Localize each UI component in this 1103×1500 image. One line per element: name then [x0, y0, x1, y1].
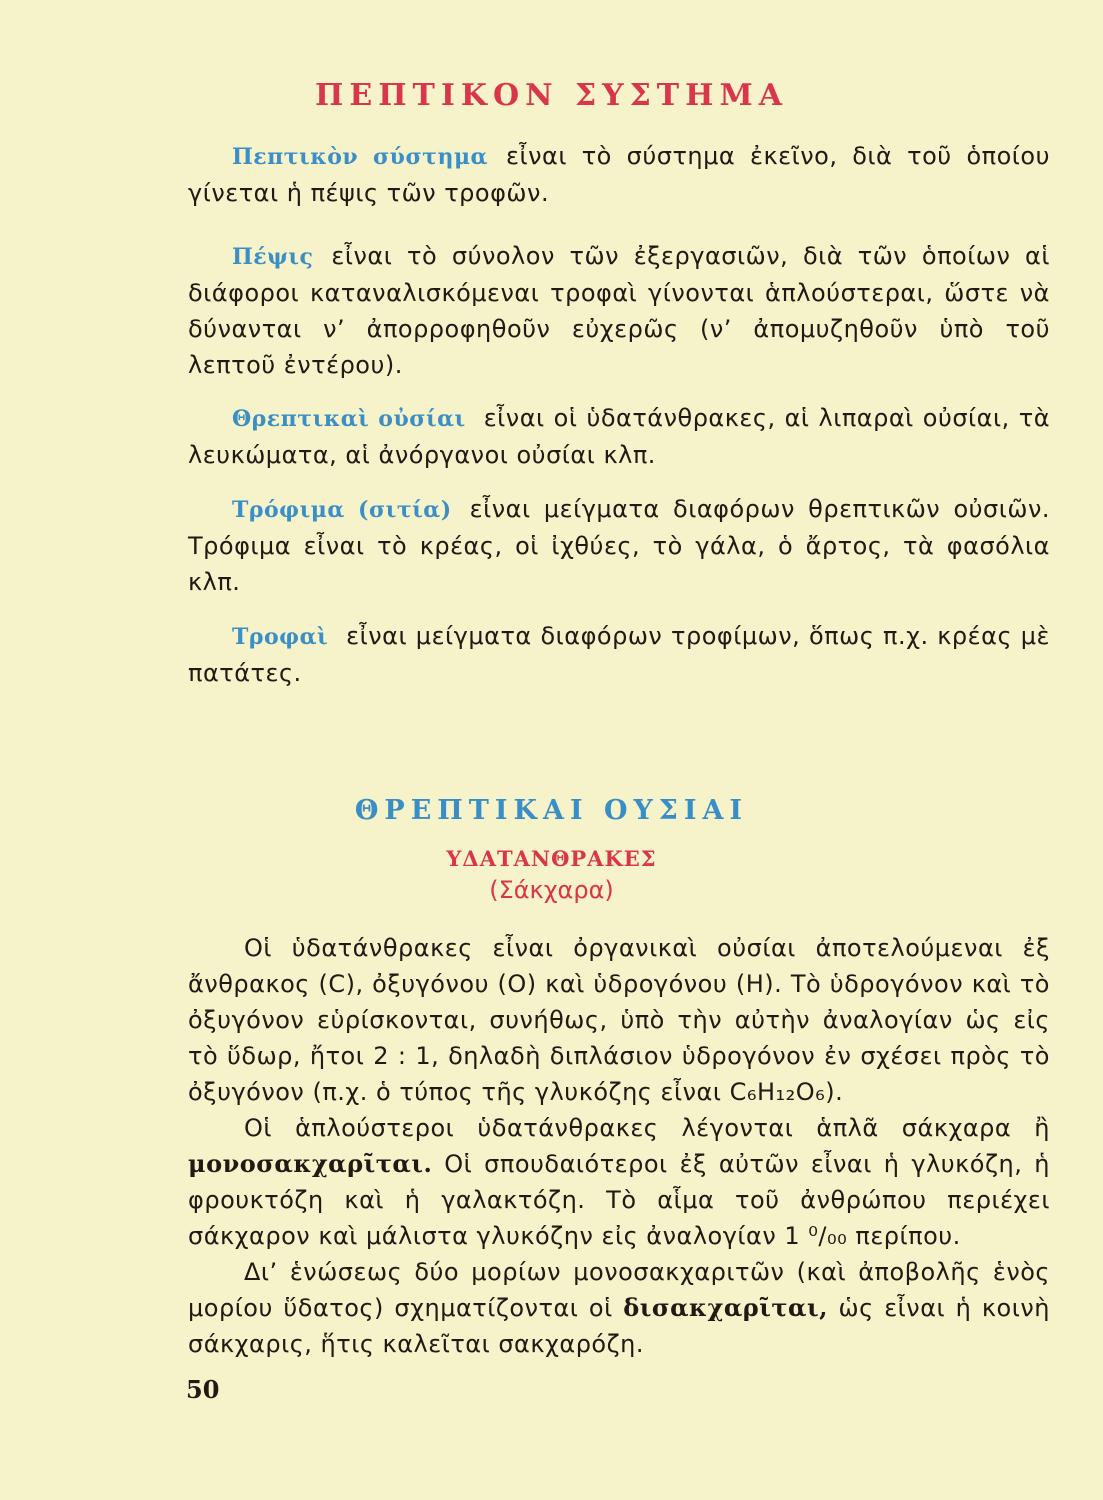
section-subtitle-paren: (Σάκχαρα) — [489, 876, 614, 904]
page-number: 50 — [186, 1375, 220, 1404]
paragraph-text: ὡς εἶναι ἡ κοινὴ σάκχαρις, ἥτις καλεῖται σακχαρόζη. — [188, 1294, 1050, 1358]
definition-text: εἶναι τὸ σύστημα ἐκεῖνο, διὰ τοῦ ὁποίου γίνεται ἡ πέψις τῶν τροφῶν. — [188, 142, 1050, 207]
bold-term-monosaccharides: μονοσακχαρῖται. — [188, 1149, 433, 1178]
definition-foodstuffs — [188, 491, 1050, 600]
paragraph-text: Οἱ σπουδαιότεροι ἐξ αὐτῶν εἶναι ἡ γλυκόζη, ἡ φρουκτόζη καὶ ἡ γαλακτόζη. Τὸ αἷμα τοῦ ἀνθρώπου περιέχει σάκχαρον καὶ μάλιστα γλυκόζην εἰς ἀναλογίαν 1 ⁰/₀₀ περίπου. — [188, 1150, 1050, 1250]
paragraph-text: Δι’ ἑνώσεως δύο μορίων μονοσακχαριτῶν (καὶ ἀποβολῆς ἑνὸς μορίου ὕδατος) σχηματίζονται οἱ — [188, 1258, 1050, 1322]
bold-term-disaccharides: δισακχαρῖται, — [623, 1293, 828, 1322]
paragraph-monosaccharides — [188, 1110, 1050, 1254]
definition-text: εἶναι μείγματα διαφόρων θρεπτικῶν οὐσιῶν. Τρόφιμα εἶναι τὸ κρέας, οἱ ἰχθύες, τὸ γάλα, ὁ ἄρτος, τὰ φασόλια κλπ. — [188, 495, 1051, 596]
definition-term: Τροφαὶ — [232, 624, 329, 650]
definition-digestive-system — [188, 138, 1050, 211]
section-title: ΘΡΕΠΤΙΚΑΙ ΟΥΣΙΑΙ — [354, 795, 749, 826]
definition-nutrients — [188, 400, 1050, 473]
definition-term: Τρόφιμα (σιτία) — [232, 497, 452, 523]
section-subtitle: ΥΔΑΤΑΝΘΡΑΚΕΣ — [446, 846, 657, 871]
definition-term: Θρεπτικαὶ οὐσίαι — [232, 406, 466, 432]
page-title: ΠΕΠΤΙΚΟΝ ΣΥΣΤΗΜΑ — [315, 78, 788, 113]
definition-term: Πέψις — [232, 244, 314, 270]
definition-term: Πεπτικὸν σύστημα — [232, 144, 488, 170]
definition-text: εἶναι μείγματα διαφόρων τροφίμων, ὅπως π.χ. κρέας μὲ πατάτες. — [188, 622, 1050, 687]
definition-digestion — [188, 238, 1050, 383]
definition-text: εἶναι οἱ ὑδατάνθρακες, αἱ λιπαραὶ οὐσίαι, τὰ λευκώματα, αἱ ἀνόργανοι οὐσίαι κλπ. — [188, 404, 1051, 469]
definition-foods — [188, 618, 1050, 691]
paragraph-text: Οἱ ἁπλούστεροι ὑδατάνθρακες λέγονται ἁπλᾶ σάκχαρα ἢ — [244, 1114, 1050, 1142]
paragraph-disaccharides — [188, 1254, 1050, 1362]
body-text — [188, 930, 1050, 1362]
paragraph-carbohydrates: Οἱ ὑδατάνθρακες εἶναι ὀργανικαὶ οὐσίαι ἀποτελούμεναι ἐξ ἄνθρακος (C), ὀξυγόνου (O) καὶ ὑδρογόνου (H). Τὸ ὑδρογόνον καὶ τὸ ὀξυγόνον εὑρίσκονται, συνήθως, ὑπὸ τὴν αὐτὴν ἀναλογίαν ὡς εἰς τὸ ὕδωρ, ἤτοι 2 : 1, δηλαδὴ διπλάσιον ὑδρογόνον ἐν σχέσει πρὸς τὸ ὀξυγόνον (π.χ. ὁ τύπος τῆς γλυκόζης εἶναι C₆H₁₂O₆). — [188, 934, 1050, 1106]
definition-text: εἶναι τὸ σύνολον τῶν ἐξεργασιῶν, διὰ τῶν ὁποίων αἱ διάφοροι καταναλισκόμεναι τροφαὶ γίνονται ἁπλούστεραι, ὥστε νὰ δύνανται ν’ ἀπορροφηθοῦν εὐχερῶς (ν’ ἀπομυζηθοῦν ὑπὸ τοῦ λεπτοῦ ἐντέρου). — [188, 242, 1050, 379]
